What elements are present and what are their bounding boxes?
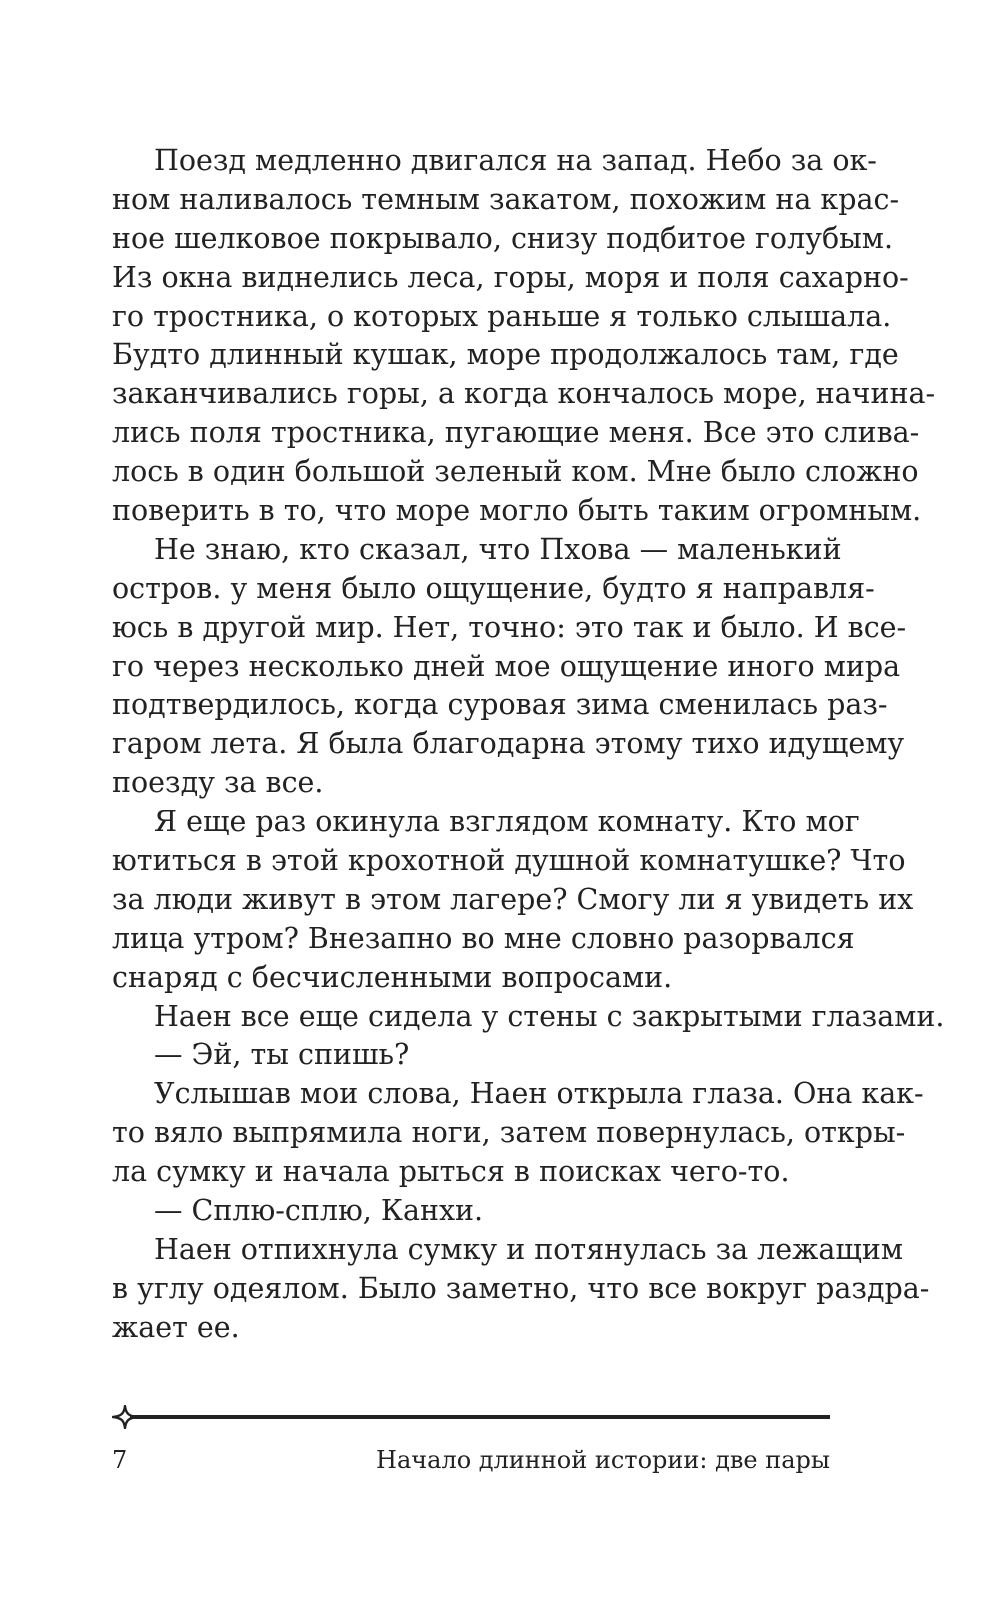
text-line: юсь в другой мир. Нет, точно: это так и было. И все- — [112, 610, 907, 644]
text-line: ное шелковое покрывало, снизу подбитое голубым. — [112, 221, 894, 255]
page-number: 7 — [112, 1446, 128, 1474]
text-line: лось в один большой зеленый ком. Мне было сложно — [112, 455, 919, 489]
text-line: заканчивались горы, а когда кончалось море, начина- — [112, 377, 936, 411]
footer-divider-line — [130, 1415, 830, 1419]
text-line: го через несколько дней мое ощущение иного мира — [112, 649, 901, 683]
text-line: то вяло выпрямила ноги, затем повернулась, откры- — [112, 1116, 906, 1150]
text-line: ла сумку и начала рыться в поисках чего-то. — [112, 1155, 790, 1189]
text-line: гаром лета. Я была благодарна этому тихо идущему — [112, 727, 905, 761]
text-line: лись поля тростника, пугающие меня. Все это слива- — [112, 416, 920, 450]
dialogue-line: — Сплю-сплю, Канхи. — [154, 1194, 484, 1228]
text-line: Из окна виднелись леса, горы, моря и поля сахарно- — [112, 260, 909, 294]
text-line: поверить в то, что море могло быть таким огромным. — [112, 494, 922, 528]
text-line: ютиться в этой крохотной душной комнатушке? Что — [112, 844, 906, 878]
text-line: снаряд с бесчисленными вопросами. — [112, 960, 673, 994]
text-line: поезду за все. — [112, 766, 324, 800]
text-line: Не знаю, кто сказал, что Пхова — маленький — [154, 532, 842, 566]
page-body-text — [112, 142, 945, 1348]
dialogue-line: — Эй, ты спишь? — [154, 1038, 410, 1072]
text-line: Наен отпихнула сумку и потянулась за лежащим — [154, 1232, 904, 1266]
text-line: Будто длинный кушак, море продолжалось там, где — [112, 338, 899, 372]
text-line: Наен все еще сидела у стены с закрытыми глазами. — [154, 999, 945, 1033]
text-line: за люди живут в этом лагере? Смогу ли я увидеть их — [112, 882, 914, 916]
running-title: Начало длинной истории: две пары — [376, 1446, 830, 1474]
text-line: ном наливалось темным закатом, похожим на крас- — [112, 182, 900, 216]
text-line: остров. у меня было ощущение, будто я направля- — [112, 571, 875, 605]
text-line: Услышав мои слова, Наен открыла глаза. Она как- — [154, 1077, 924, 1111]
text-line: Я еще раз окинула взглядом комнату. Кто мог — [154, 805, 860, 839]
footer-rule — [112, 1405, 830, 1429]
text-line: жает ее. — [112, 1310, 240, 1344]
text-line: подтвердилось, когда суровая зима сменилась раз- — [112, 688, 888, 722]
text-line: лица утром? Внезапно во мне словно разорвался — [112, 921, 855, 955]
text-line: Поезд медленно двигался на запад. Небо за ок- — [154, 144, 877, 177]
text-line: го тростника, о которых раньше я только слышала. — [112, 299, 892, 333]
text-line: в углу одеялом. Было заметно, что все вокруг раздра- — [112, 1271, 930, 1305]
